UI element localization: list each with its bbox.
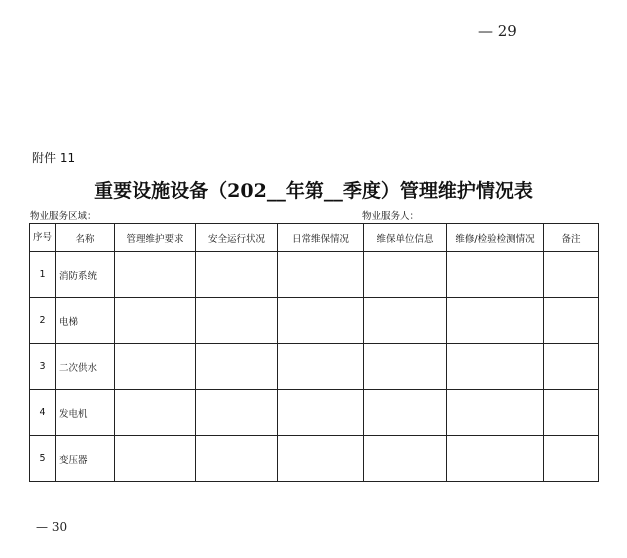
table-cell (544, 436, 599, 482)
table-cell (447, 252, 544, 298)
table-row (30, 298, 599, 344)
table-cell (364, 252, 447, 298)
table-cell (364, 344, 447, 390)
row-name: 二次供水 (56, 344, 115, 390)
table-cell (196, 298, 278, 344)
header-repair-inspection: 维修/检验检测情况 (447, 224, 544, 252)
table-row (30, 344, 599, 390)
table-cell (544, 390, 599, 436)
row-name: 变压器 (56, 436, 115, 482)
table-cell (447, 344, 544, 390)
table-cell (447, 436, 544, 482)
table-row (30, 390, 599, 436)
header-maintenance-requirements: 管理维护要求 (115, 224, 196, 252)
attachment-label: 附件 11 (32, 151, 76, 165)
row-seq: 4 (30, 390, 56, 436)
table-cell (115, 298, 196, 344)
table-cell (115, 252, 196, 298)
row-seq: 2 (30, 298, 56, 344)
row-seq: 3 (30, 344, 56, 390)
table-cell (364, 390, 447, 436)
header-daily-maintenance: 日常维保情况 (278, 224, 364, 252)
table-cell (447, 298, 544, 344)
table-header-row (30, 224, 599, 252)
table-cell (544, 298, 599, 344)
header-maintenance-unit: 维保单位信息 (364, 224, 447, 252)
table-cell (364, 436, 447, 482)
row-name: 发电机 (56, 390, 115, 436)
document-title: 重要设施设备（202__年第__季度）管理维护情况表 (94, 180, 533, 202)
table-cell (544, 344, 599, 390)
table-cell (115, 436, 196, 482)
row-name: 电梯 (56, 298, 115, 344)
table-cell (196, 436, 278, 482)
header-name: 名称 (56, 224, 115, 252)
page-number-top: — 29 (478, 22, 517, 40)
table-cell (196, 344, 278, 390)
table-cell (196, 390, 278, 436)
table-row (30, 436, 599, 482)
table-cell (278, 344, 364, 390)
property-manager-label: 物业服务人： (362, 211, 420, 222)
page-number-bottom: — 30 (36, 520, 68, 534)
table-cell (278, 390, 364, 436)
table-cell (278, 436, 364, 482)
header-remarks: 备注 (544, 224, 599, 252)
table-cell (544, 252, 599, 298)
table-cell (364, 298, 447, 344)
header-seq: 序号 (30, 224, 56, 252)
table-cell (278, 298, 364, 344)
table-cell (447, 390, 544, 436)
table-cell (115, 390, 196, 436)
table-cell (115, 344, 196, 390)
property-area-label: 物业服务区域： (30, 211, 97, 222)
maintenance-table (29, 223, 599, 482)
row-seq: 5 (30, 436, 56, 482)
table-cell (278, 252, 364, 298)
table-row (30, 252, 599, 298)
table-cell (196, 252, 278, 298)
header-safety-status: 安全运行状况 (196, 224, 278, 252)
row-seq: 1 (30, 252, 56, 298)
row-name: 消防系统 (56, 252, 115, 298)
